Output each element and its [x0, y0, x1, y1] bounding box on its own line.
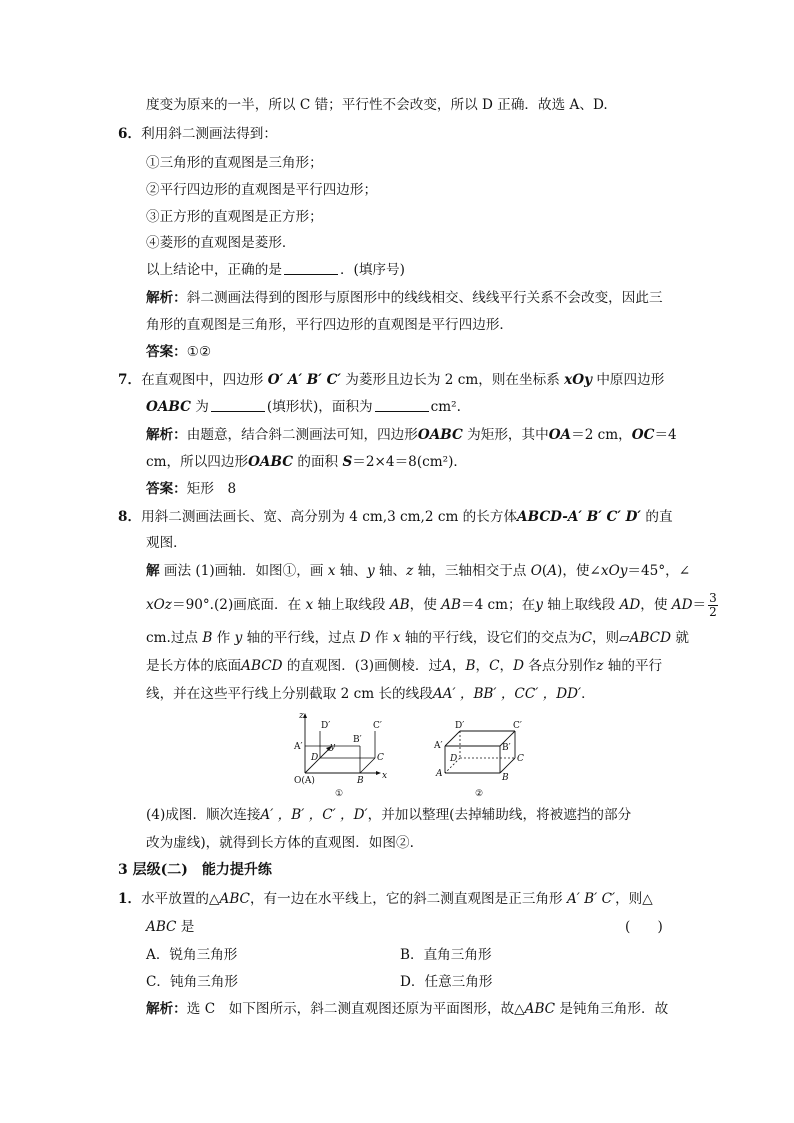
label-C1: C′	[513, 721, 522, 731]
option-A: A．锐角三角形	[146, 947, 238, 963]
q6-answer: 答案：①②	[146, 344, 212, 360]
label-x: x	[382, 771, 388, 781]
answer-blank	[375, 397, 429, 412]
q6-item-3: ③正方形的直观图是正方形；	[146, 209, 323, 225]
label-y: y	[330, 742, 336, 752]
q8-solution-3: cm.过点 B 作 y 轴的平行线，过点 D 作 x 轴的平行线，设它们的交点为C，则▱ABCD 就	[146, 630, 689, 646]
figure-1-caption: ①	[335, 789, 344, 798]
q6-ask: 以上结论中，正确的是 ．(填序号)	[146, 262, 405, 278]
q8-solution-1: 解 画法 (1)画轴．如图①，画 x 轴、y 轴、z 轴，三轴相交于点 O(A)，使∠xOy＝45°，∠	[146, 563, 691, 579]
answer-blank	[211, 397, 265, 412]
label-z: z	[299, 711, 304, 721]
question-7: 7．在直观图中，四边形 O′ A′ B′ C′ 为菱形且边长为 2 cm，则在坐标系 xOy 中原四边形	[118, 372, 665, 388]
fraction: $\frac{3}{2}$	[709, 591, 717, 619]
answer-blank	[284, 260, 338, 275]
label-B1: B′	[353, 735, 362, 745]
text-line: 度变为原来的一半，所以 C 错；平行性不会改变，所以 D 正确．故选 A、D.	[146, 97, 608, 113]
problem-1: 1．水平放置的△ABC，有一边在水平线上，它的斜二测直观图是正三角形 A′ B′ C′，则△	[118, 891, 653, 907]
q8-solution-2: xOz＝90°.(2)画底面．在 x 轴上取线段 AB，使 AB＝4 cm；在y 轴上取线段 AD，使 AD＝ $\frac{3}{2}$	[146, 591, 717, 619]
label-A: A	[436, 769, 443, 779]
q6-item-2: ②平行四边形的直观图是平行四边形；	[146, 182, 378, 198]
problem-1-analysis: 解析：选 C 如下图所示，斜二测直观图还原为平面图形，故△ABC 是钝角三角形．故	[146, 1001, 669, 1017]
section-title: 3 层级(二) 能力提升练	[118, 862, 272, 878]
label-D: D	[450, 754, 458, 764]
label-C1: C′	[373, 721, 382, 731]
q6-analysis-cont: 角形的直观图是三角形，平行四边形的直观图是平行四边形．	[146, 317, 514, 333]
option-D: D．任意三角形	[400, 974, 493, 990]
q8-solution-4: 是长方体的底面ABCD 的直观图．(3)画侧棱．过A，B，C，D 各点分别作z 轴的平行	[146, 658, 663, 674]
label-D: D	[311, 753, 319, 763]
q8-solution-7: 改为虚线)，就得到长方体的直观图．如图②.	[146, 835, 414, 851]
option-C: C．钝角三角形	[146, 974, 238, 990]
label-B1: B′	[502, 743, 511, 753]
label-A1: A′	[434, 741, 443, 751]
label-D1: D′	[321, 721, 331, 731]
q8-solution-5: 线，并在这些平行线上分别截取 2 cm 长的线段AA′ ，BB′ ，CC′ ，DD′．	[146, 686, 595, 702]
option-B: B．直角三角形	[400, 947, 492, 963]
label-A1: A′	[294, 742, 303, 752]
figure-2-cuboid	[430, 708, 540, 798]
label-B: B	[357, 776, 364, 786]
q8-solution-6: (4)成图．顺次连接A′ ，B′ ，C′ ，D′，并加以整理(去掉辅助线，将被遮挡的部分	[146, 807, 632, 823]
q6-analysis: 解析：斜二测画法得到的图形与原图形中的线线相交、线线平行关系不会改变，因此三	[146, 290, 663, 306]
label-B: B	[502, 773, 509, 783]
question-6: 6．利用斜二测画法得到：	[118, 126, 277, 142]
q8-line-2: 观图．	[146, 535, 187, 551]
q7-line-2: OABC 为 (填形状)，面积为 cm².	[146, 399, 461, 415]
q7-answer: 答案：矩形 8	[146, 481, 237, 497]
q6-item-4: ④菱形的直观图是菱形．	[146, 235, 296, 251]
label-OA: O(A)	[294, 776, 315, 786]
label-C: C	[517, 754, 524, 764]
question-8: 8．用斜二测画法画长、宽、高分别为 4 cm,3 cm,2 cm 的长方体ABCD-A′ B′ C′ D′ 的直	[118, 509, 673, 525]
q6-item-1: ①三角形的直观图是三角形；	[146, 155, 323, 171]
figure-2-caption: ②	[475, 789, 484, 798]
label-C: C	[377, 753, 384, 763]
q7-analysis: 解析：由题意，结合斜二测画法可知，四边形OABC 为矩形，其中OA＝2 cm，OC＝4	[146, 427, 677, 443]
problem-1-line-2: ABC 是	[146, 919, 195, 935]
answer-paren: ( )	[625, 919, 663, 935]
figure-1-axes-diagram	[290, 708, 400, 798]
q7-analysis-cont: cm，所以四边形OABC 的面积 S＝2×4＝8(cm²)．	[146, 454, 467, 470]
label-D1: D′	[455, 721, 465, 731]
